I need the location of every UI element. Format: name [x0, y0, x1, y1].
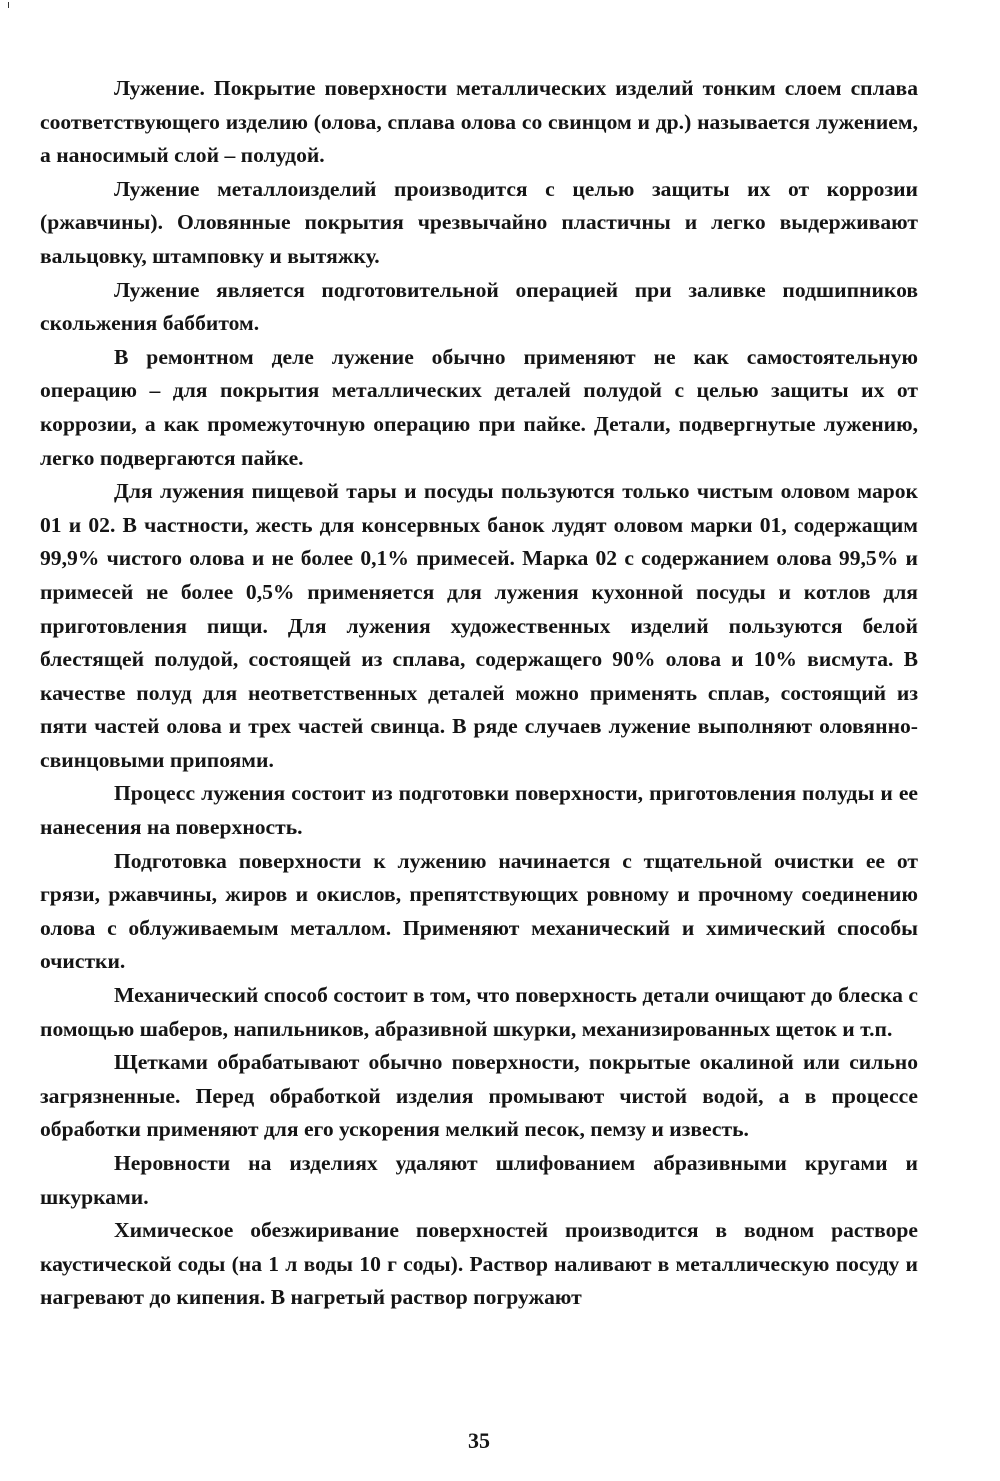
paragraph-tin-grades: Для лужения пищевой тары и посуды пользуются только чистым оловом марок 01 и 02. В частности, жесть для консервных банок лудят оловом марки 01, содержащим 99,9% чистого олова и не более 0,1% примесей. Марка 02 с содержанием олова 99,5% и примесей не более 0,5% применяется для лужения кухонной посуды и котлов для приготовления пищи. Для лужения художественных изделий пользуются белой блестящей полудой, состоящей из сплава, содержащего 90% олова и 10% висмута. В качестве полуд для неответственных деталей можно применять сплав, состоящий из пяти частей олова и трех частей свинца. В ряде случаев лужение выполняют оловянно-свинцовыми припоями.: [40, 479, 918, 772]
paragraph-brush-treatment: Щетками обрабатывают обычно поверхности, покрытые окалиной или сильно загрязненные. Перед обработкой изделия промывают чистой водой, а в процессе обработки применяют для его ускорения мелкий песок, пемзу и известь.: [40, 1050, 918, 1142]
paragraph-repair-usage: В ремонтном деле лужение обычно применяют не как самостоятельную операцию – для покрытия металлических деталей полудой с целью защиты их от коррозии, а как промежуточную операцию при пайке. Детали, подвергнутые лужению, легко подвергаются пайке.: [40, 344, 918, 470]
paragraph-bearing-preparation: Лужение является подготовительной операцией при заливке подшипников скольжения баббитом.: [40, 277, 918, 336]
paragraph-text: Покрытие поверхности металлических изделий тонким слоем сплава соответствующего изделию (олова, сплава олова со свинцом и др.) называется лужением, а наносимый слой – полудой.: [40, 76, 918, 168]
paragraph-mechanical-cleaning: Механический способ состоит в том, что поверхность детали очищают до блеска с помощью шаберов, напильников, абразивной шкурки, механизированных щеток и т.п.: [40, 983, 918, 1041]
paragraph-chemical-degreasing: Химическое обезжиривание поверхностей производится в водном растворе каустической соды (на 1 л воды 10 г соды). Раствор наливают в металлическую посуду и нагревают до кипения. В нагретый раствор погружают: [40, 1218, 918, 1310]
paragraph-corrosion-protection: Лужение металлоизделий производится с целью защиты их от коррозии (ржавчины). Оловянные покрытия чрезвычайно пластичны и легко выдерживают вальцовку, штамповку и вытяжку.: [40, 176, 918, 268]
paragraph-surface-preparation: Подготовка поверхности к лужению начинается с тщательной очистки ее от грязи, ржавчины, жиров и окислов, препятствующих ровному и прочному соединению олова с облуживаемым металлом. Применяют механический и химический способы очистки.: [40, 848, 918, 974]
paragraph-grinding: Неровности на изделиях удаляют шлифованием абразивными кругами и шкурками.: [40, 1151, 918, 1209]
page-body: [40, 72, 918, 1315]
paragraph-tinning-definition: [40, 72, 918, 173]
page-number: 35: [468, 1428, 490, 1453]
paragraph-process-stages: Процесс лужения состоит из подготовки поверхности, приготовления полуды и ее нанесения на поверхность.: [40, 781, 918, 840]
scan-mark: [8, 2, 9, 8]
section-heading: Лужение.: [114, 76, 205, 100]
